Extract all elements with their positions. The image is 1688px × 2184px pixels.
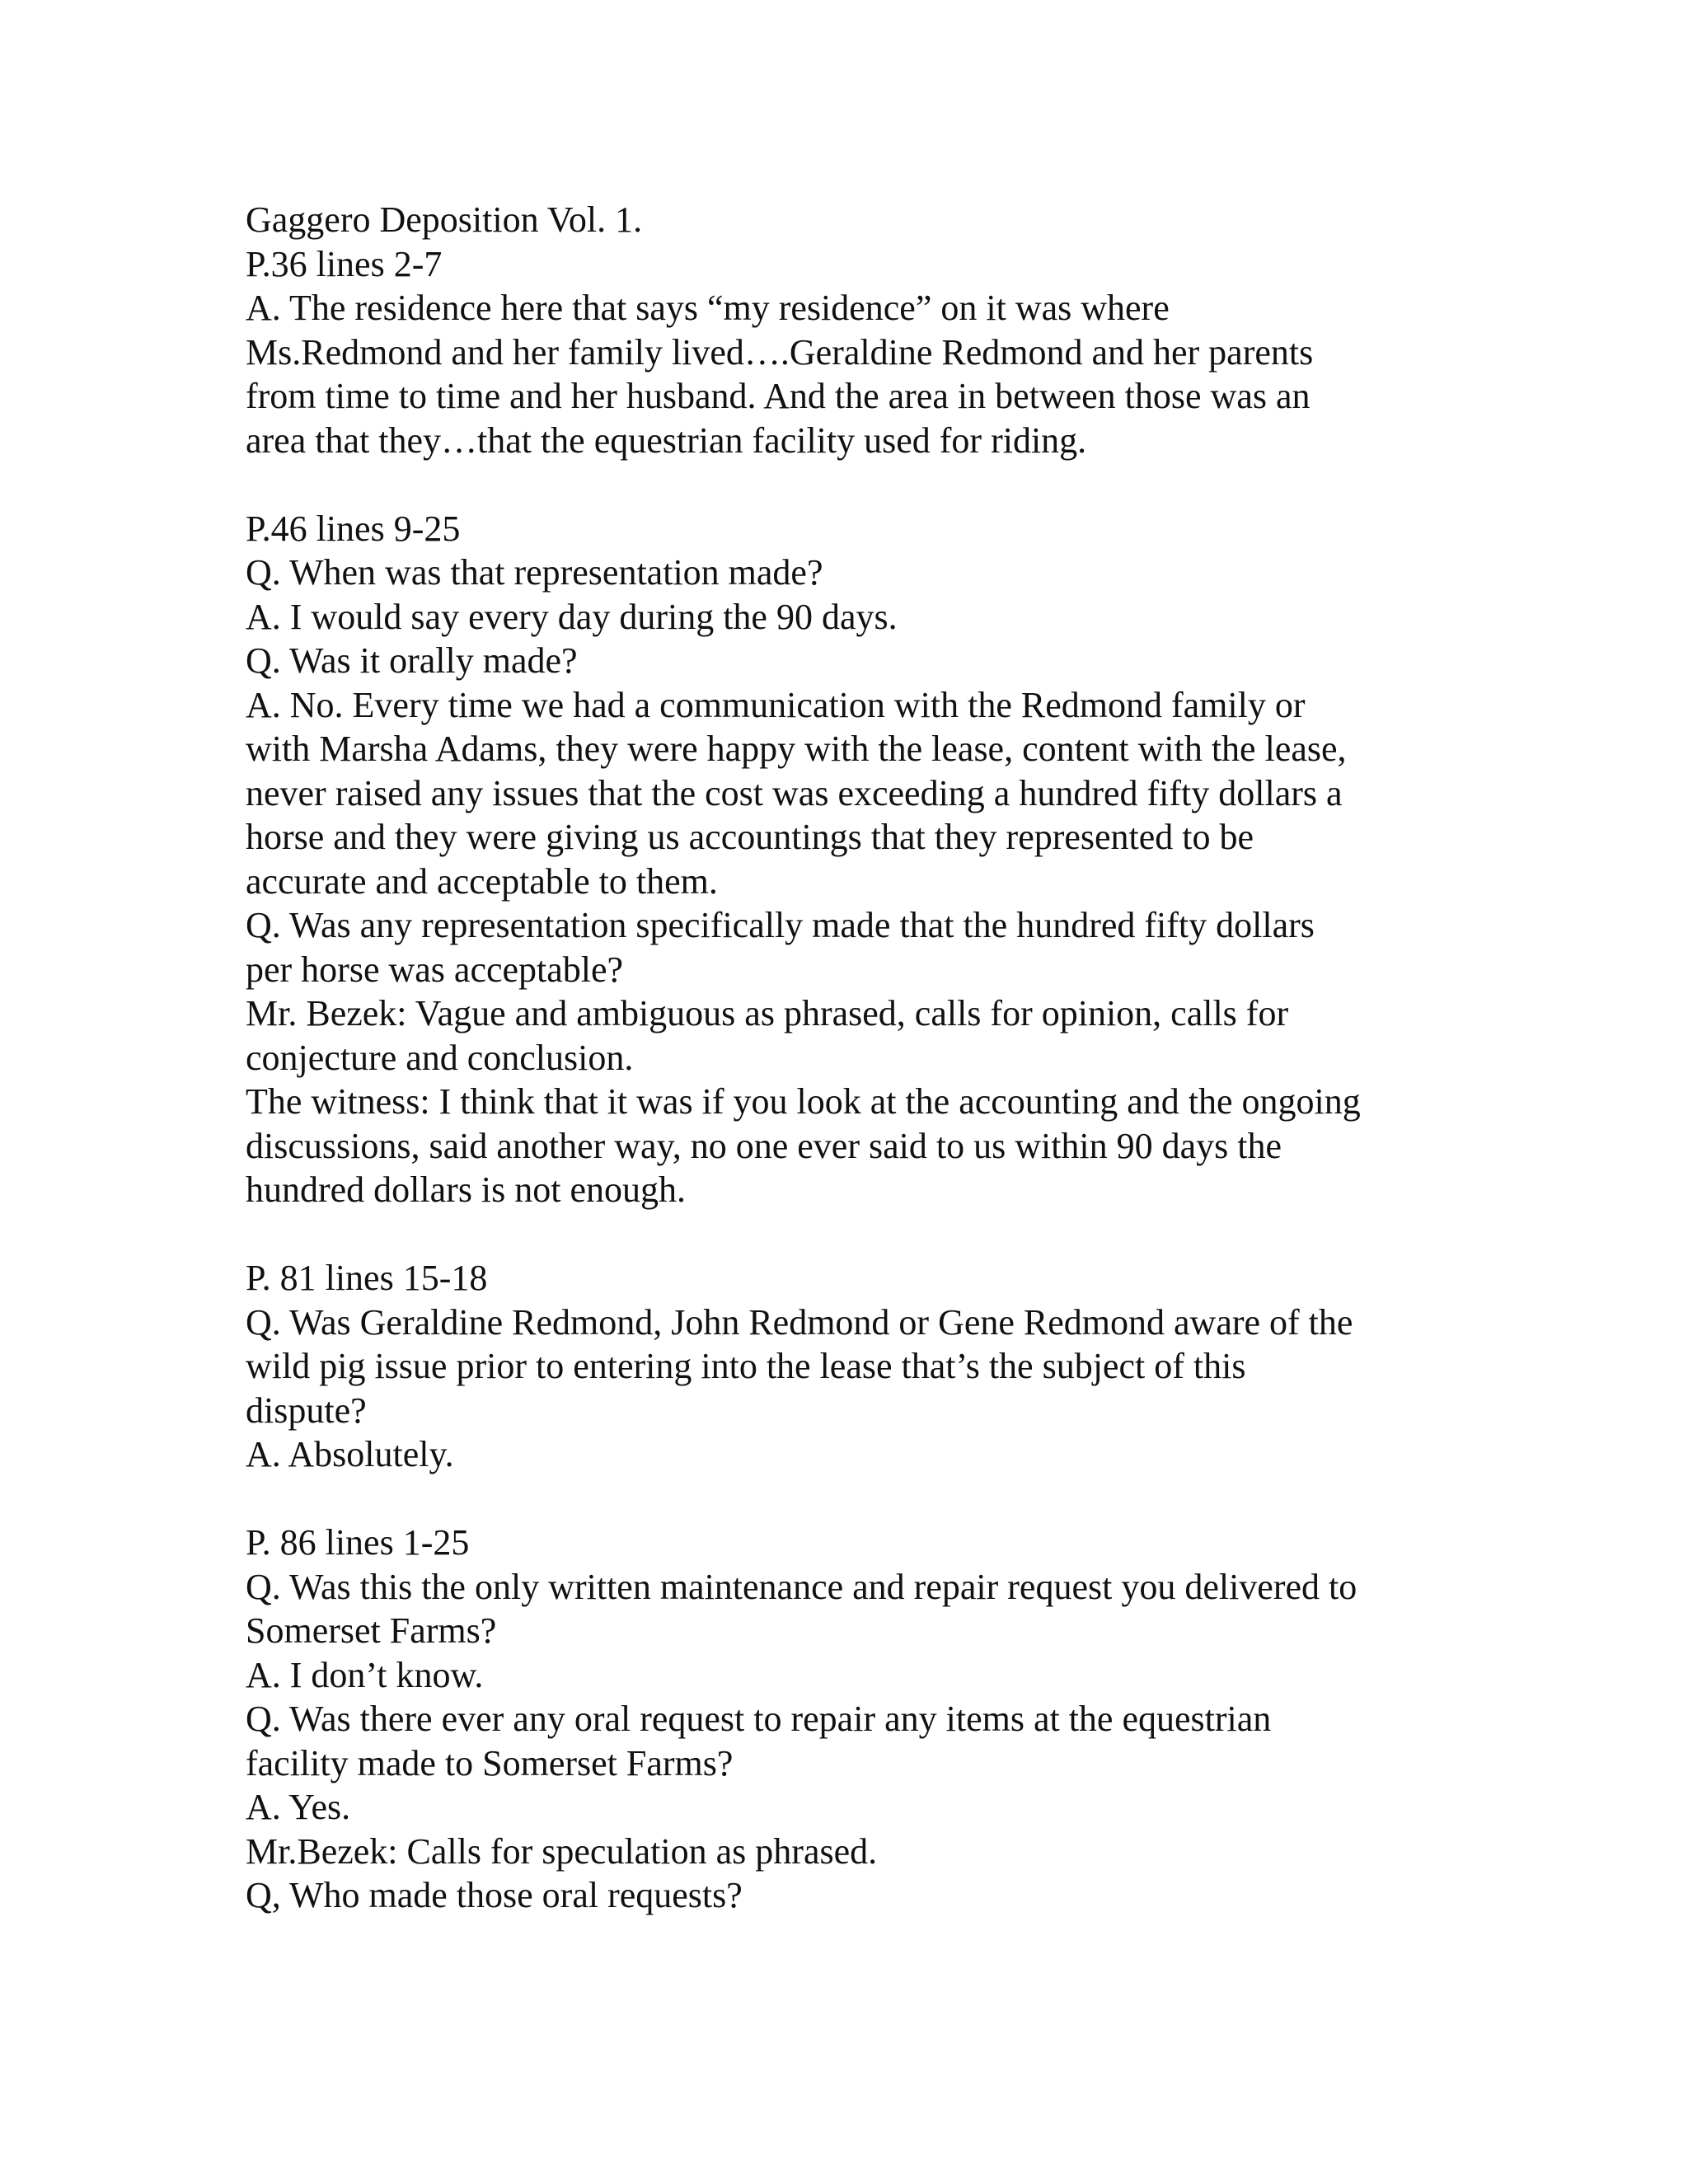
section-reference: P.36 lines 2-7 (246, 243, 443, 284)
section-reference: P. 81 lines 15-18 (246, 1258, 488, 1298)
transcript-line: Q. Was this the only written maintenance and repair request you delivered to (246, 1566, 1357, 1607)
transcript-line: never raised any issues that the cost was exceeding a hundred fifty dollars a (246, 772, 1343, 813)
transcript-line: A. Yes. (246, 1787, 351, 1827)
transcript-line: area that they…that the equestrian facility used for riding. (246, 419, 1087, 461)
transcript-line: A. No. Every time we had a communication with the Redmond family or (246, 684, 1306, 725)
transcript-line: Q. Was it orally made? (246, 640, 578, 681)
transcript-line: A. I don’t know. (246, 1654, 484, 1695)
transcript-line: The witness: I think that it was if you look at the accounting and the ongoing (246, 1081, 1361, 1122)
transcript-line: Q. Was any representation specifically made that the hundred fifty dollars (246, 905, 1315, 945)
transcript-line: Q. When was that representation made? (246, 552, 823, 593)
section-reference: P. 86 lines 1-25 (246, 1522, 470, 1563)
transcript-line: from time to time and her husband. And the area in between those was an (246, 376, 1311, 416)
transcript-line: hundred dollars is not enough. (246, 1169, 687, 1210)
transcript-line: discussions, said another way, no one ever said to us within 90 days the (246, 1125, 1282, 1166)
transcript-line: Q. Was Geraldine Redmond, John Redmond or Gene Redmond aware of the (246, 1301, 1353, 1343)
transcript-line: horse and they were giving us accountings that they represented to be (246, 817, 1254, 857)
transcript-line: Mr. Bezek: Vague and ambiguous as phrased, calls for opinion, calls for (246, 993, 1289, 1033)
transcript-line: Mr.Bezek: Calls for speculation as phrased. (246, 1830, 878, 1872)
section-reference: P.46 lines 9-25 (246, 508, 461, 549)
transcript-body (246, 198, 1482, 1918)
section-spacer (246, 462, 1482, 507)
transcript-line: dispute? (246, 1390, 367, 1431)
section-spacer (246, 1477, 1482, 1521)
transcript-line: Q, Who made those oral requests? (246, 1875, 743, 1915)
transcript-line: A. Absolutely. (246, 1434, 454, 1474)
transcript-line: Q. Was there ever any oral request to repair any items at the equestrian (246, 1699, 1272, 1739)
transcript-line: Somerset Farms? (246, 1610, 497, 1651)
transcript-line: A. The residence here that says “my residence” on it was where (246, 288, 1170, 328)
document-title: Gaggero Deposition Vol. 1. (246, 199, 643, 240)
transcript-line: A. I would say every day during the 90 days. (246, 596, 898, 637)
section-spacer (246, 1212, 1482, 1257)
transcript-line: facility made to Somerset Farms? (246, 1742, 734, 1783)
transcript-line: per horse was acceptable? (246, 949, 624, 990)
transcript-line: conjecture and conclusion. (246, 1037, 634, 1078)
transcript-line: wild pig issue prior to entering into the lease that’s the subject of this (246, 1346, 1246, 1386)
transcript-line: accurate and acceptable to them. (246, 860, 718, 902)
transcript-line: with Marsha Adams, they were happy with the lease, content with the lease, (246, 729, 1347, 769)
transcript-line: Ms.Redmond and her family lived….Geraldine Redmond and her parents (246, 331, 1314, 373)
